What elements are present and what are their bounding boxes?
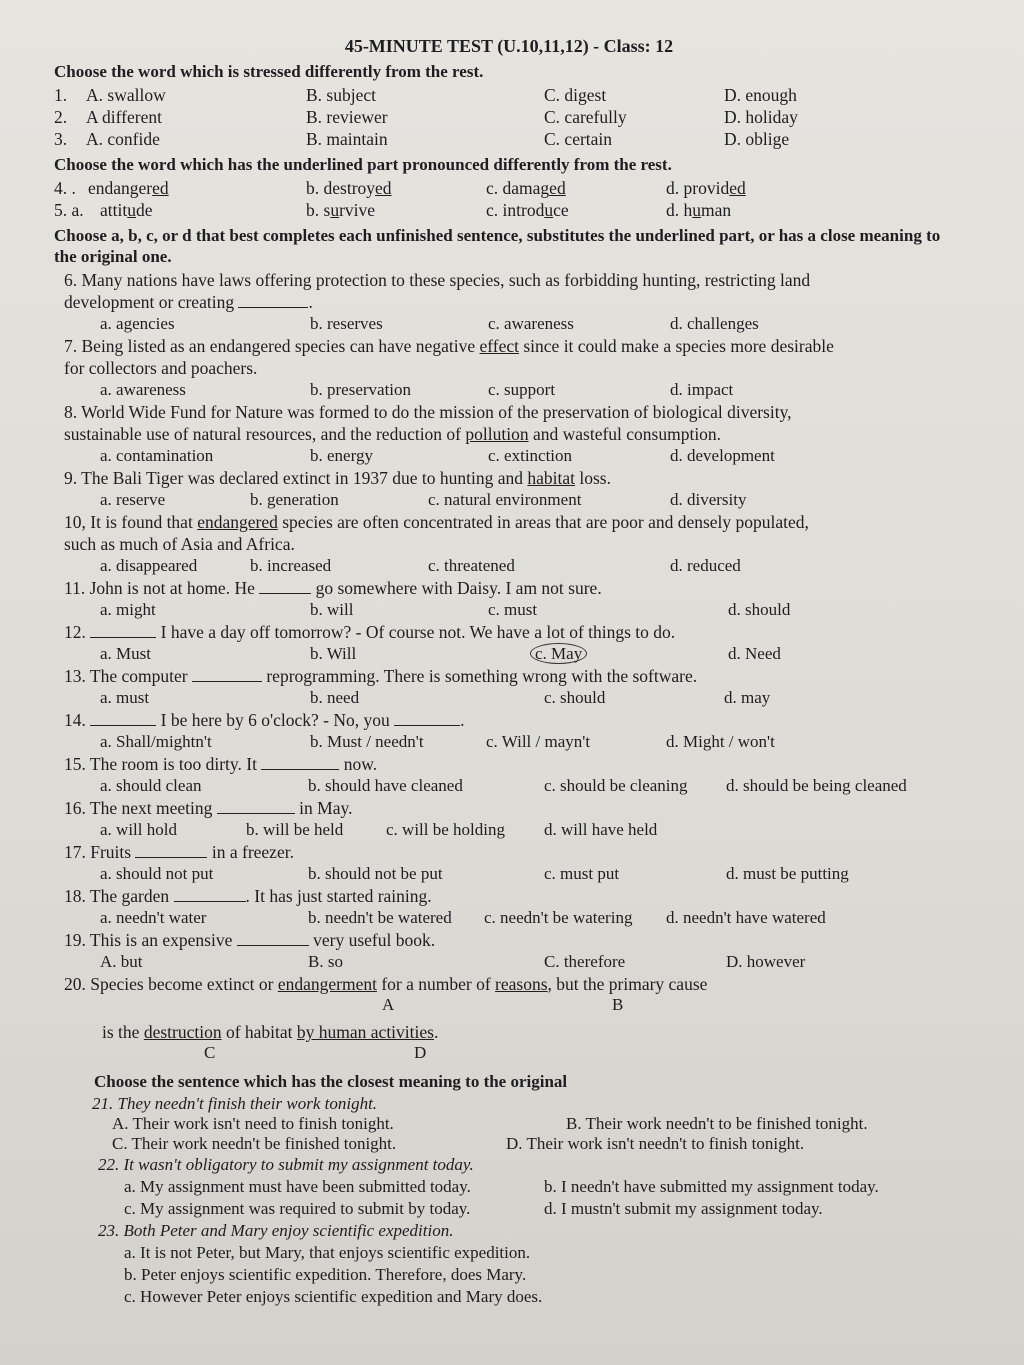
- question-22: 22. It wasn't obligatory to submit my assignment today. a. My assignment must have been submitted today. b. I needn't have submitted my assignment today. c. My assignment was required to submit by today. d. I mustn't submit my assignment today.: [98, 1155, 879, 1218]
- question-7: 7. Being listed as an endangered species can have negative effect since it could make a species more desirable for collectors and poachers. a. awareness b. preservation c. support d. impact: [64, 336, 834, 399]
- question-6: 6. Many nations have laws offering protection to these species, such as forbidding hunting, restricting land development or creating . a. agencies b. reserves c. awareness d. challenges: [64, 270, 811, 333]
- question-21: 21. They needn't finish their work tonight. A. Their work isn't need to finish tonight. B. Their work needn't to be finished tonight. C. Their work needn't be finished tonight. D. Their work isn't needn't to finish tonight.: [92, 1094, 868, 1153]
- question-9: 9. The Bali Tiger was declared extinct in 1937 due to hunting and habitat loss. a. reserve b. generation c. natural environment d. diversity: [64, 468, 747, 509]
- question-18: 18. The garden . It has just started raining. a. needn't water b. needn't be watered c. needn't be watering d. needn't have watered: [64, 886, 826, 927]
- section2-instruction: Choose the word which has the underlined part pronounced differently from the rest.: [54, 155, 672, 174]
- section3-instruction: Choose a, b, c, or d that best completes each unfinished sentence, substitutes the underlined part, or has a close meaning to the original one.: [54, 226, 941, 266]
- question-12: 12. I have a day off tomorrow? - Of course not. We have a lot of things to do. a. Must b. Will c. May d. Need: [64, 622, 781, 663]
- question-19: 19. This is an expensive very useful book. A. but B. so C. therefore D. however: [64, 930, 806, 971]
- circled-answer: c. May: [530, 643, 587, 664]
- question-2: 2. A different B. reviewer C. carefully D. holiday: [54, 107, 798, 127]
- question-20: 20. Species become extinct or endangerment for a number of reasons, but the primary cause A B is the destruction of habitat by human activities. C D: [64, 974, 708, 1062]
- question-10: 10, It is found that endangered species are often concentrated in areas that are poor and densely populated, such as much of Asia and Africa. a. disappeared b. increased c. threatened d. reduced: [64, 512, 809, 575]
- question-4: 4. . endangered b. destroyed c. damaged d. provided: [54, 178, 746, 198]
- question-11: 11. John is not at home. He go somewhere with Daisy. I am not sure. a. might b. will c. must d. should: [64, 578, 791, 619]
- question-3: 3. A. confide B. maintain C. certain D. oblige: [54, 129, 790, 149]
- question-1: 1. A. swallow B. subject C. digest D. enough: [54, 85, 797, 105]
- question-23: 23. Both Peter and Mary enjoy scientific expedition. a. It is not Peter, but Mary, that enjoys scientific expedition. b. Peter enjoys scientific expedition. Therefore, does Mary. c. However Peter enjoys scientific expedition and Mary does.: [98, 1221, 543, 1306]
- page-title: 45-MINUTE TEST (U.10,11,12) - Class: 12: [344, 36, 674, 56]
- question-5: 5. a. attitude b. survive c. introduce d. human: [54, 200, 732, 220]
- question-16: 16. The next meeting in May. a. will hold b. will be held c. will be holding d. will have held: [64, 798, 658, 839]
- question-14: 14. I be here by 6 o'clock? - No, you . a. Shall/mightn't b. Must / needn't c. Will / mayn't d. Might / won't: [64, 710, 775, 751]
- question-13: 13. The computer reprogramming. There is something wrong with the software. a. must b. need c. should d. may: [64, 666, 771, 707]
- question-15: 15. The room is too dirty. It now. a. should clean b. should have cleaned c. should be cleaning d. should be being cleaned: [64, 754, 907, 795]
- section4-instruction: Choose the sentence which has the closest meaning to the original: [94, 1072, 568, 1091]
- section1-instruction: Choose the word which is stressed differently from the rest.: [54, 62, 484, 81]
- question-8: 8. World Wide Fund for Nature was formed to do the mission of the preservation of biological diversity, sustainable use of natural resources, and the reduction of pollution and wasteful consumption. a. contamination b. energy c. extinction d. development: [64, 402, 792, 465]
- question-17: 17. Fruits in a freezer. a. should not put b. should not be put c. must put d. must be putting: [64, 842, 849, 883]
